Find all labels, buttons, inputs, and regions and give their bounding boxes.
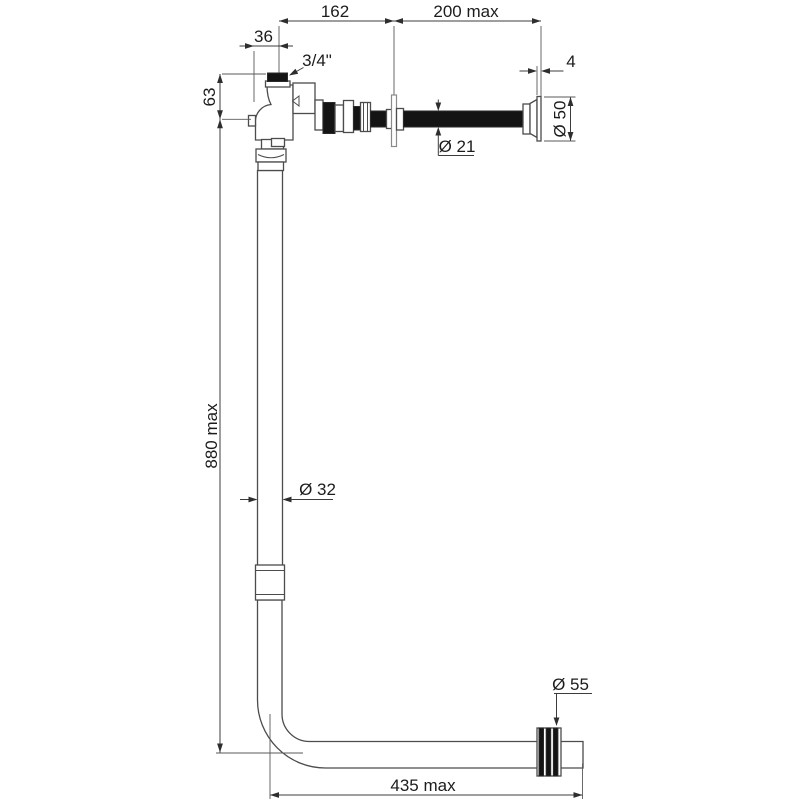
dim-162: [279, 2, 394, 95]
flush-valve-assembly: [249, 73, 542, 171]
left-stub: [249, 116, 256, 127]
mid-wall-escutcheon: [387, 95, 404, 147]
union-ring: [258, 162, 284, 171]
dim-label-3-4-inch: 3/4": [302, 51, 332, 70]
dim-label-435-max: 435 max: [390, 776, 456, 795]
pipe-coupling: [256, 565, 285, 600]
dim-4: [520, 52, 576, 95]
outlet-seal-gasket: [537, 728, 561, 776]
gasket-rib: [539, 728, 544, 776]
dim-d55: [552, 675, 592, 726]
dim-label-4: 4: [566, 52, 576, 71]
compression-fittings: [315, 100, 371, 134]
end-wall-rosette: [523, 97, 541, 142]
dim-3-4-inch: [289, 51, 332, 76]
dim-d50: [544, 97, 576, 141]
inlet-pipe-segment: [371, 111, 388, 127]
inlet-pipe-long: [404, 111, 524, 127]
mid-wall-plate: [392, 95, 397, 147]
dim-200-max: [394, 2, 541, 96]
dim-label-d32: Ø 32: [299, 480, 336, 499]
dim-label-162: 162: [320, 2, 350, 21]
vertical-down-pipe: [258, 171, 283, 568]
union-nut: [256, 149, 286, 162]
dim-d21: [435, 100, 475, 157]
dim-label-d50: Ø 50: [550, 100, 570, 138]
inlet-cap: [268, 73, 288, 82]
valve-head: [293, 83, 316, 114]
dim-880-max: [202, 119, 303, 753]
gasket-rib: [546, 728, 551, 776]
dim-label-880-max: 880 max: [201, 403, 221, 469]
dim-label-d55: Ø 55: [552, 675, 589, 694]
neck-tab: [272, 139, 285, 147]
dim-d32: [240, 480, 336, 502]
valve-elbow-body: [255, 85, 293, 140]
dim-label-d21: Ø 21: [438, 137, 476, 156]
dim-63: [200, 74, 266, 119]
down-pipe-assembly: [256, 171, 584, 777]
dim-label-36: 36: [254, 27, 273, 46]
gasket-rib: [553, 728, 558, 776]
dim-label-63: 63: [199, 87, 219, 107]
end-wall-plate: [537, 97, 541, 142]
dim-label-200-max: 200 max: [433, 2, 499, 21]
outlet-elbow-pipe: [258, 600, 584, 768]
